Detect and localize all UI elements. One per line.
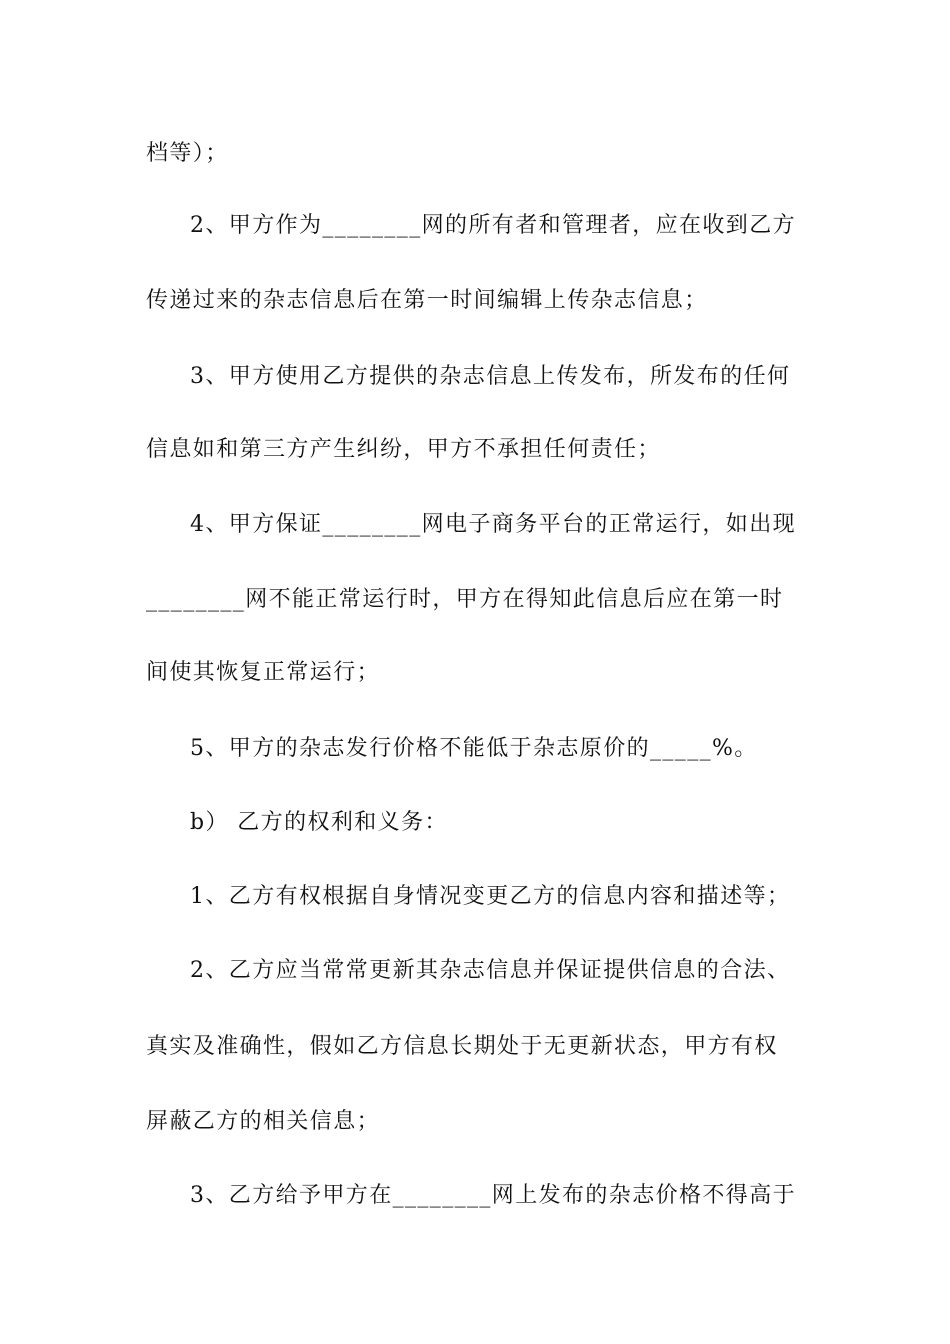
clause-b-2-line-3: 屏蔽乙方的相关信息； — [146, 1109, 381, 1134]
clause-b-2-line-2: 真实及准确性，假如乙方信息长期处于无更新状态，甲方有权 — [146, 1034, 778, 1059]
clause-b-3-line-1: 3、乙方给予甲方在________网上发布的杂志价格不得高于 — [190, 1183, 796, 1208]
text-line-1: 档等）； — [146, 141, 229, 166]
clause-a-2-line-2: 传递过来的杂志信息后在第一时间编辑上传杂志信息； — [146, 288, 708, 313]
clause-a-4-line-3: 间使其恢复正常运行； — [146, 660, 381, 685]
clause-a-2-line-1: 2、甲方作为________网的所有者和管理者，应在收到乙方 — [190, 213, 796, 238]
clause-b-2-line-1: 2、乙方应当常常更新其杂志信息并保证提供信息的合法、 — [190, 958, 791, 983]
section-b-heading: b） 乙方的权利和义务： — [190, 810, 448, 835]
clause-b-1-line-1: 1、乙方有权根据自身情况变更乙方的信息内容和描述等； — [190, 884, 791, 909]
clause-a-5-line-1: 5、甲方的杂志发行价格不能低于杂志原价的_____%。 — [190, 736, 758, 761]
clause-a-4-line-2: ________网不能正常运行时，甲方在得知此信息后应在第一时 — [146, 587, 784, 612]
clause-a-3-line-1: 3、甲方使用乙方提供的杂志信息上传发布，所发布的任何 — [190, 364, 791, 389]
clause-a-3-line-2: 信息如和第三方产生纠纷，甲方不承担任何责任； — [146, 437, 661, 462]
clause-a-4-line-1: 4、甲方保证________网电子商务平台的正常运行，如出现 — [190, 512, 796, 537]
